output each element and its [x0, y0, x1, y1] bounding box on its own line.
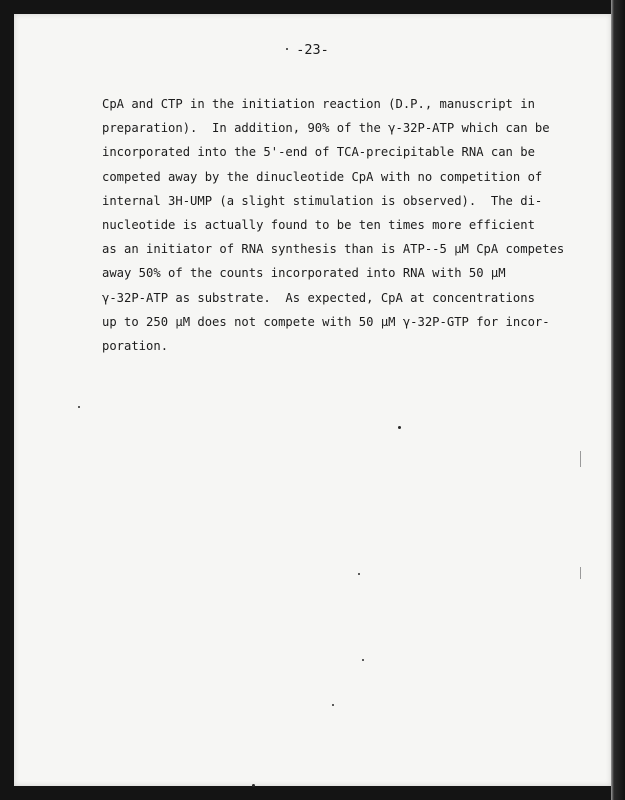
dust-speck	[286, 48, 288, 50]
text-line: competed away by the dinucleotide CpA with no competition of	[102, 169, 543, 184]
dust-speck	[358, 573, 360, 575]
text-line: preparation). In addition, 90% of the γ-32P-ATP which can be	[102, 121, 550, 136]
text-line: γ-32P-ATP as substrate. As expected, CpA at concentrations	[102, 290, 535, 305]
text-line: as an initiator of RNA synthesis than is ATP--5 μM CpA competes	[102, 242, 565, 257]
text-line: up to 250 μM does not compete with 50 μM γ-32P-GTP for incor-	[102, 314, 550, 329]
text-line: poration.	[102, 339, 169, 354]
paper-sheet	[14, 14, 611, 786]
dust-speck	[398, 426, 401, 429]
text-line: away 50% of the counts incorporated into RNA with 50 μM	[102, 266, 506, 281]
scanner-edge	[611, 0, 625, 800]
dust-speck	[78, 406, 80, 408]
dust-speck	[362, 659, 364, 661]
dust-speck	[580, 451, 581, 467]
page-number: -23-	[296, 42, 329, 58]
dust-speck	[580, 567, 581, 579]
text-line: internal 3H-UMP (a slight stimulation is observed). The di-	[102, 193, 543, 208]
text-line: incorporated into the 5'-end of TCA-precipitable RNA can be	[102, 145, 535, 160]
text-line: CpA and CTP in the initiation reaction (D.P., manuscript in	[102, 97, 535, 111]
dust-speck	[252, 784, 255, 787]
body-paragraph	[102, 92, 565, 358]
dust-speck	[332, 704, 334, 706]
text-line: nucleotide is actually found to be ten times more efficient	[102, 218, 535, 233]
